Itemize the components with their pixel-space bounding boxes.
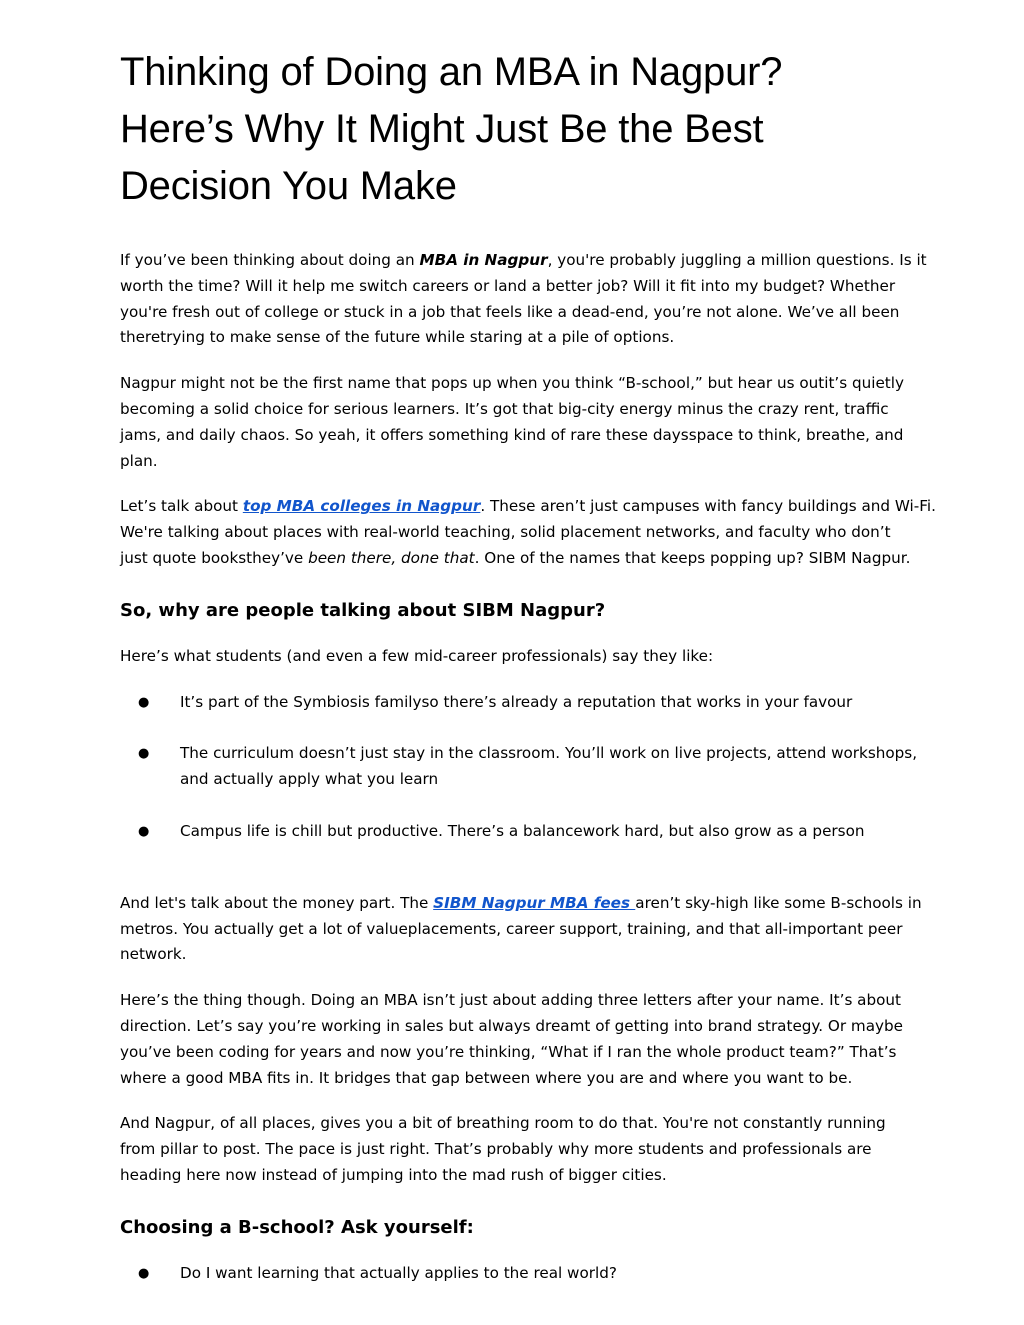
text-run: Let’s talk about <box>120 497 243 516</box>
title-line: Here’s Why It Might Just Be the Best <box>120 107 764 151</box>
list-item-text: and actually apply what you learn <box>180 770 439 789</box>
text-run: just quote booksthey’ve <box>120 548 309 567</box>
list-item-text: It’s part of the Symbiosis familyso there’s already a reputation that works in your favour <box>180 692 853 711</box>
list-item <box>120 690 905 716</box>
paragraph-line: And Nagpur, of all places, gives you a bit of breathing room to do that. You're not constantly running <box>120 1114 886 1133</box>
students-intro-paragraph: Here’s what students (and even a few mid-career professionals) say they like: <box>120 646 714 665</box>
bullet-icon: ● <box>138 694 150 710</box>
paragraph-line <box>120 546 911 572</box>
paragraph-line <box>120 494 936 520</box>
list-item <box>120 1261 905 1287</box>
paragraph-line <box>120 891 922 917</box>
title-line: Decision You Make <box>120 164 457 208</box>
paragraph-line: Here’s the thing though. Doing an MBA isn’t just about adding three letters after your name. It’s about <box>120 991 901 1010</box>
text-run: And let's talk about the money part. The <box>120 893 434 912</box>
paragraph-line: metros. You actually get a lot of valueplacements, career support, training, and that all-important peer <box>120 919 903 938</box>
text-run: , you're probably juggling a million questions. Is it <box>547 251 927 269</box>
paragraph-line: We're talking about places with real-world teaching, solid placement networks, and faculty who don’t <box>120 523 891 542</box>
text-run: . One of the names that keeps popping up? SIBM Nagpur. <box>474 548 911 567</box>
section-heading-sibm: So, why are people talking about SIBM Nagpur? <box>120 599 606 621</box>
paragraph-line: Nagpur might not be the first name that pops up when you think “B-school,” but hear us outit’s quietly <box>120 374 904 393</box>
bullet-icon: ● <box>138 746 150 762</box>
sibm-nagpur-mba-fees-link[interactable]: SIBM Nagpur MBA fees <box>433 893 636 912</box>
paragraph-line: theretrying to make sense of the future while staring at a pile of options. <box>120 328 675 347</box>
intro-paragraph <box>120 248 927 351</box>
sibm-bullet-list <box>120 690 918 845</box>
money-paragraph <box>120 891 922 968</box>
bullet-icon: ● <box>138 823 150 839</box>
paragraph-line: where a good MBA fits in. It bridges that gap between where you are and where you want to be. <box>120 1068 853 1087</box>
direction-paragraph <box>120 988 905 1091</box>
text-run: . These aren’t just campuses with fancy buildings and Wi-Fi. <box>480 497 936 516</box>
nagpur-paragraph <box>120 371 905 474</box>
paragraph-line: you're fresh out of college or stuck in a job that feels like a dead-end, you’re not alone. We’ve all been <box>120 302 900 321</box>
document-page <box>120 44 936 1287</box>
list-item <box>120 819 905 845</box>
breathing-room-paragraph <box>120 1111 905 1188</box>
list-item-text: Do I want learning that actually applies to the real world? <box>180 1263 617 1282</box>
title-line: Thinking of Doing an MBA in Nagpur? <box>120 50 783 94</box>
colleges-paragraph <box>120 494 936 571</box>
mba-in-nagpur-emphasis: MBA in Nagpur <box>419 251 548 269</box>
paragraph-line: you’ve been coding for years and now you’re thinking, “What if I ran the whole product team?” That’s <box>120 1042 897 1061</box>
paragraph-line: becoming a solid choice for serious learners. It’s got that big-city energy minus the crazy rent, traffic <box>120 399 889 418</box>
paragraph-line: network. <box>120 945 187 964</box>
bullet-icon: ● <box>138 1265 150 1281</box>
paragraph-line: direction. Let’s say you’re working in sales but always dreamt of getting into brand strategy. Or maybe <box>120 1016 904 1035</box>
text-run: aren’t sky-high like some B-schools in <box>635 893 922 912</box>
text-run: If you’ve been thinking about doing an <box>120 251 420 269</box>
italic-phrase: been there, done that <box>308 548 475 567</box>
list-item-text: The curriculum doesn’t just stay in the classroom. You’ll work on live projects, attend workshops, <box>180 744 918 763</box>
list-item <box>120 741 918 793</box>
document-title <box>120 44 905 215</box>
choose-bullet-list <box>120 1261 905 1287</box>
top-mba-colleges-link[interactable]: top MBA colleges in Nagpur <box>242 497 481 516</box>
section-heading-choose: Choosing a B-school? Ask yourself: <box>120 1216 474 1238</box>
list-item-text: Campus life is chill but productive. There’s a balancework hard, but also grow as a person <box>180 821 865 840</box>
paragraph-line: worth the time? Will it help me switch careers or land a better job? Will it fit into my budget? Whether <box>120 276 896 295</box>
paragraph-line: from pillar to post. The pace is just right. That’s probably why more students and professionals are <box>120 1140 872 1159</box>
paragraph-line: jams, and daily chaos. So yeah, it offers something kind of rare these daysspace to think, breathe, and <box>120 425 904 444</box>
paragraph-line <box>120 248 927 274</box>
paragraph-line: heading here now instead of jumping into the mad rush of bigger cities. <box>120 1165 667 1184</box>
paragraph-line: plan. <box>120 451 158 470</box>
